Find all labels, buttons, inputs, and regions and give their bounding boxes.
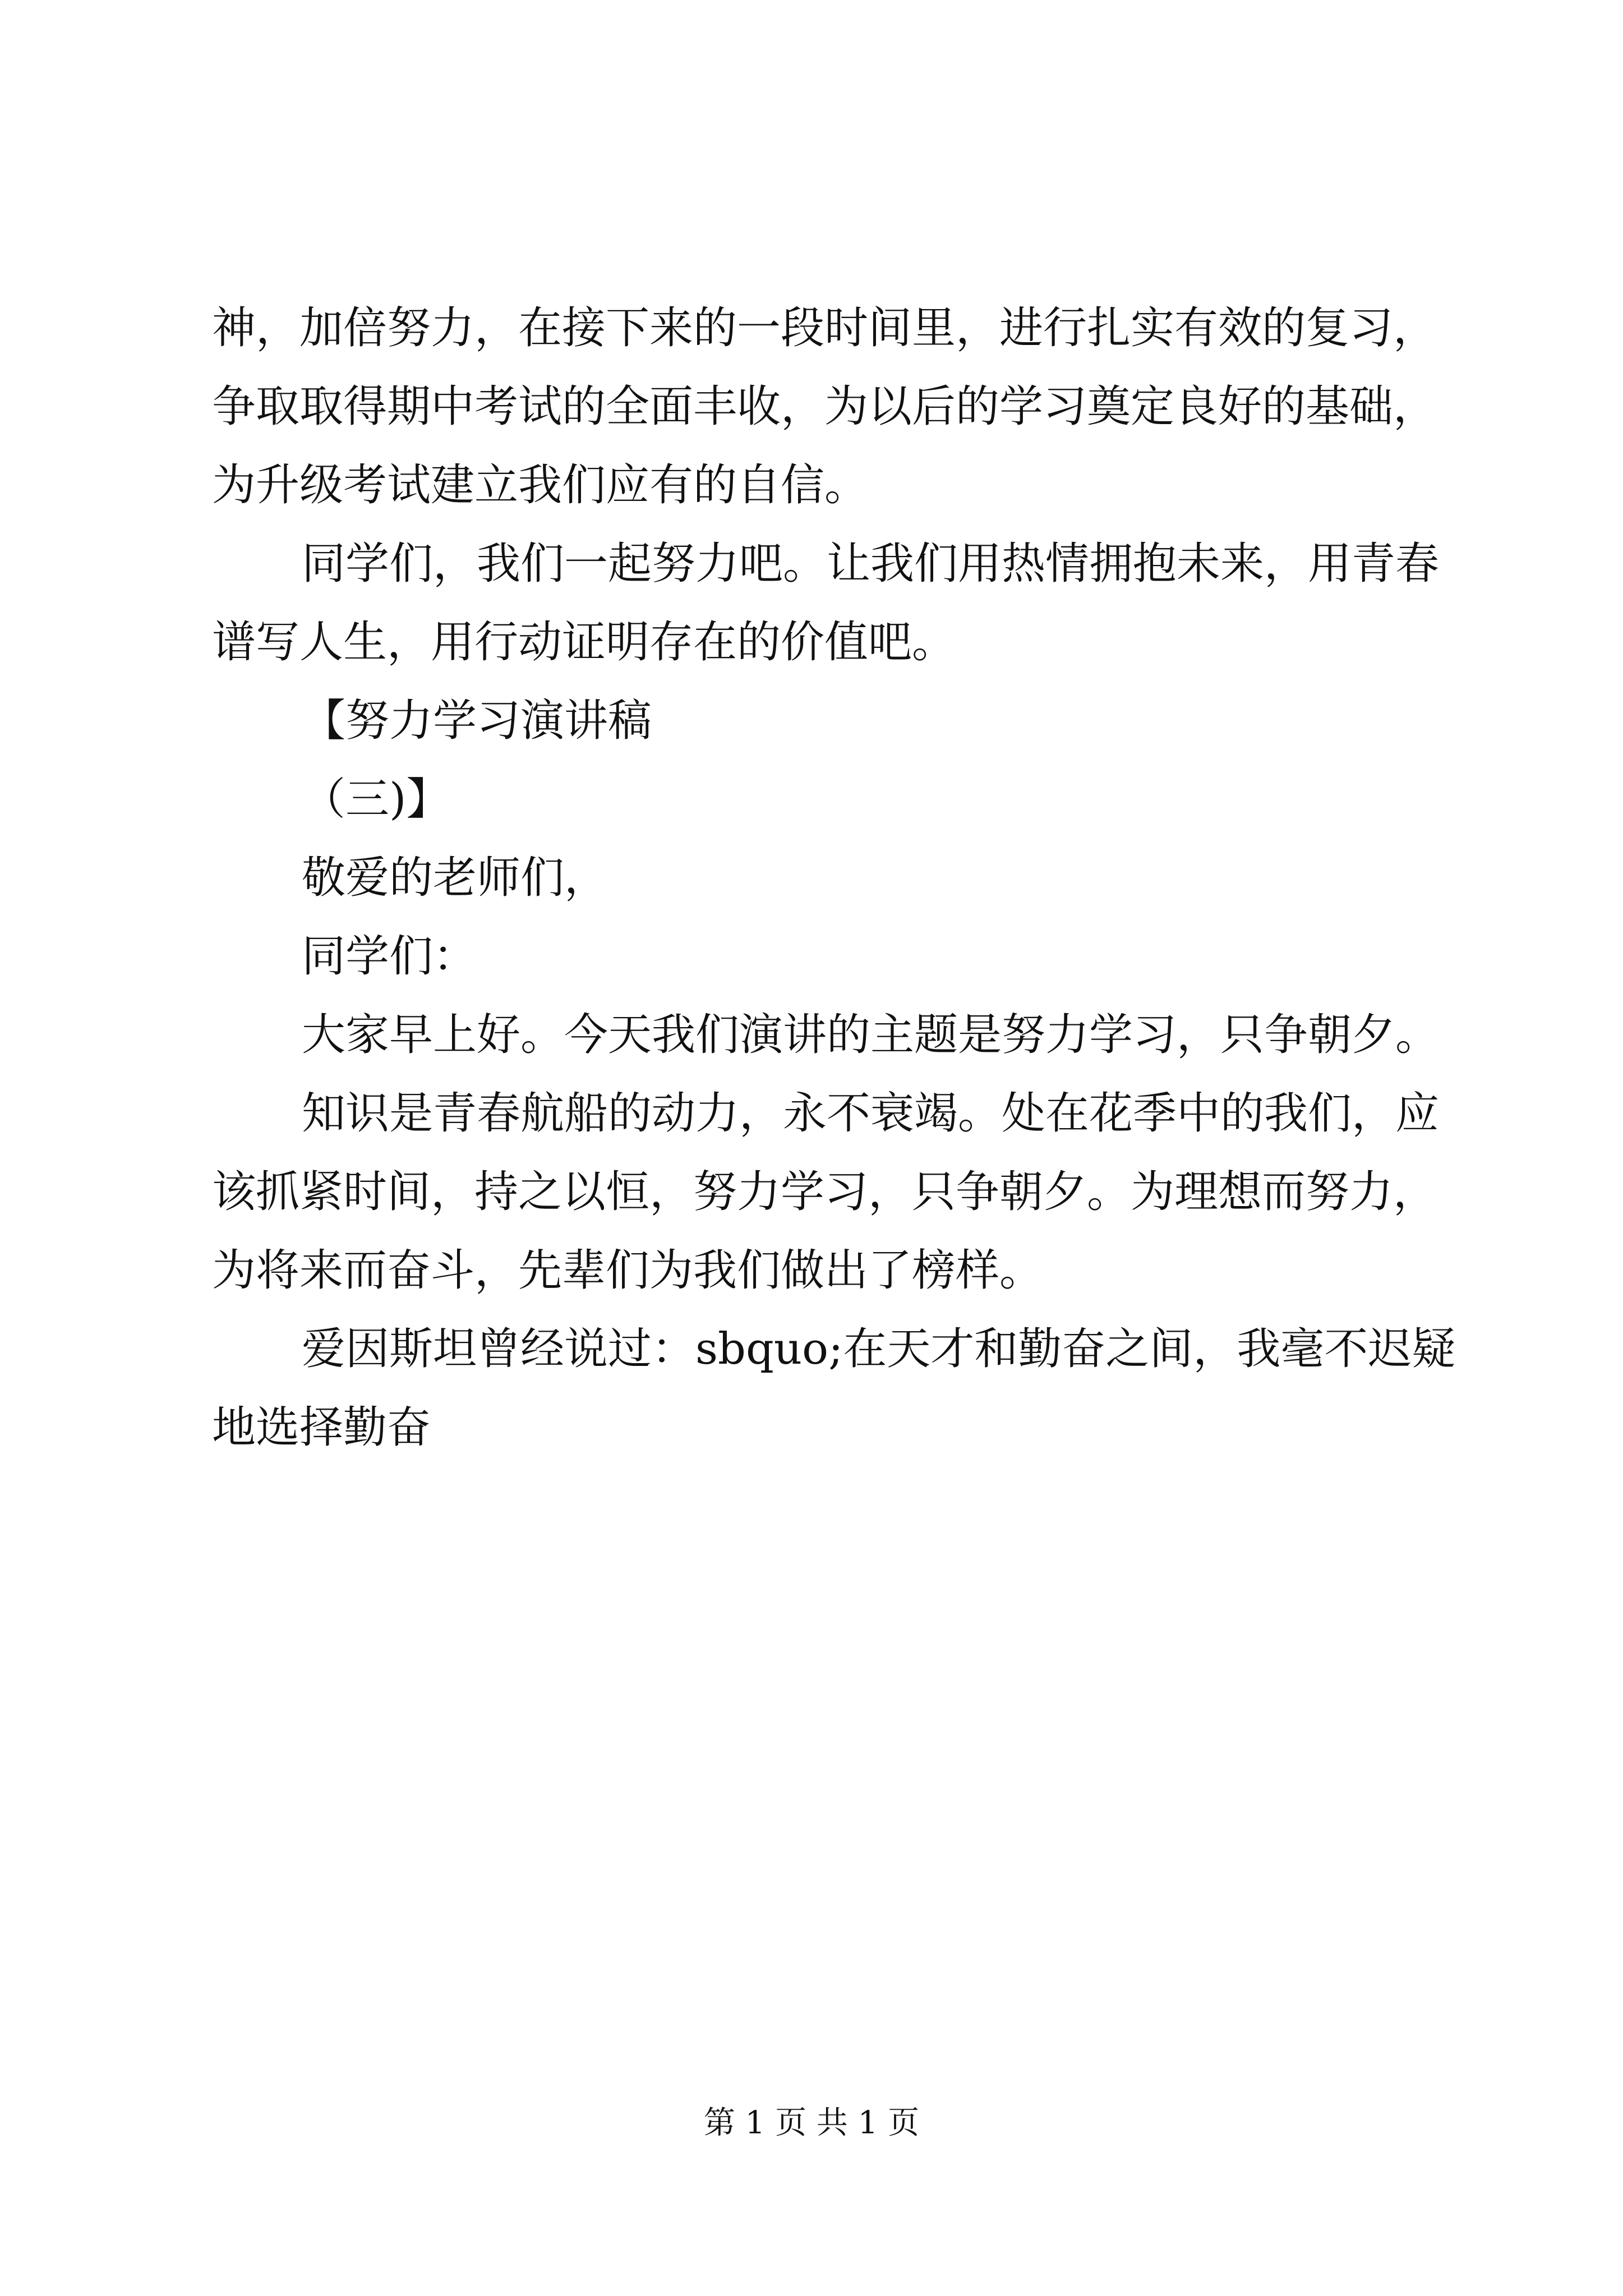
paragraph-line: 爱因斯坦曾经说过：sbquo;在天才和勤奋之间，我毫不迟疑 [302, 1324, 1456, 1374]
paragraph-line: 大家早上好。今天我们演讲的主题是努力学习，只争朝夕。 [302, 1010, 1440, 1060]
text-line: 为升级考试建立我们应有的自信。 [212, 460, 869, 510]
salutation-teachers: 敬爱的老师们， [302, 853, 608, 903]
page-footer: 第 1 页 共 1 页 [703, 2105, 920, 2141]
paragraph-line: 同学们，我们一起努力吧。让我们用热情拥抱未来，用青春 [302, 539, 1440, 589]
text-line: 为将来而奋斗，先辈们为我们做出了榜样。 [212, 1245, 1044, 1296]
text-line: 争取取得期中考试的全面丰收，为以后的学习奠定良好的基础， [212, 381, 1437, 432]
text-line: 地选择勤奋 [212, 1402, 431, 1453]
text-line: 该抓紧时间，持之以恒，努力学习，只争朝夕。为理想而努力， [212, 1167, 1437, 1217]
salutation-students: 同学们： [302, 931, 477, 982]
text-line: 神，加倍努力，在接下来的一段时间里，进行扎实有效的复习， [212, 303, 1437, 353]
section-heading-number: （三)】 [302, 774, 450, 825]
section-heading: 【努力学习演讲稿 [302, 696, 652, 746]
document-body [212, 289, 1456, 1467]
paragraph-line: 知识是青春航船的动力，永不衰竭。处在花季中的我们，应 [302, 1088, 1440, 1139]
text-line: 谱写人生，用行动证明存在的价值吧。 [212, 617, 956, 668]
